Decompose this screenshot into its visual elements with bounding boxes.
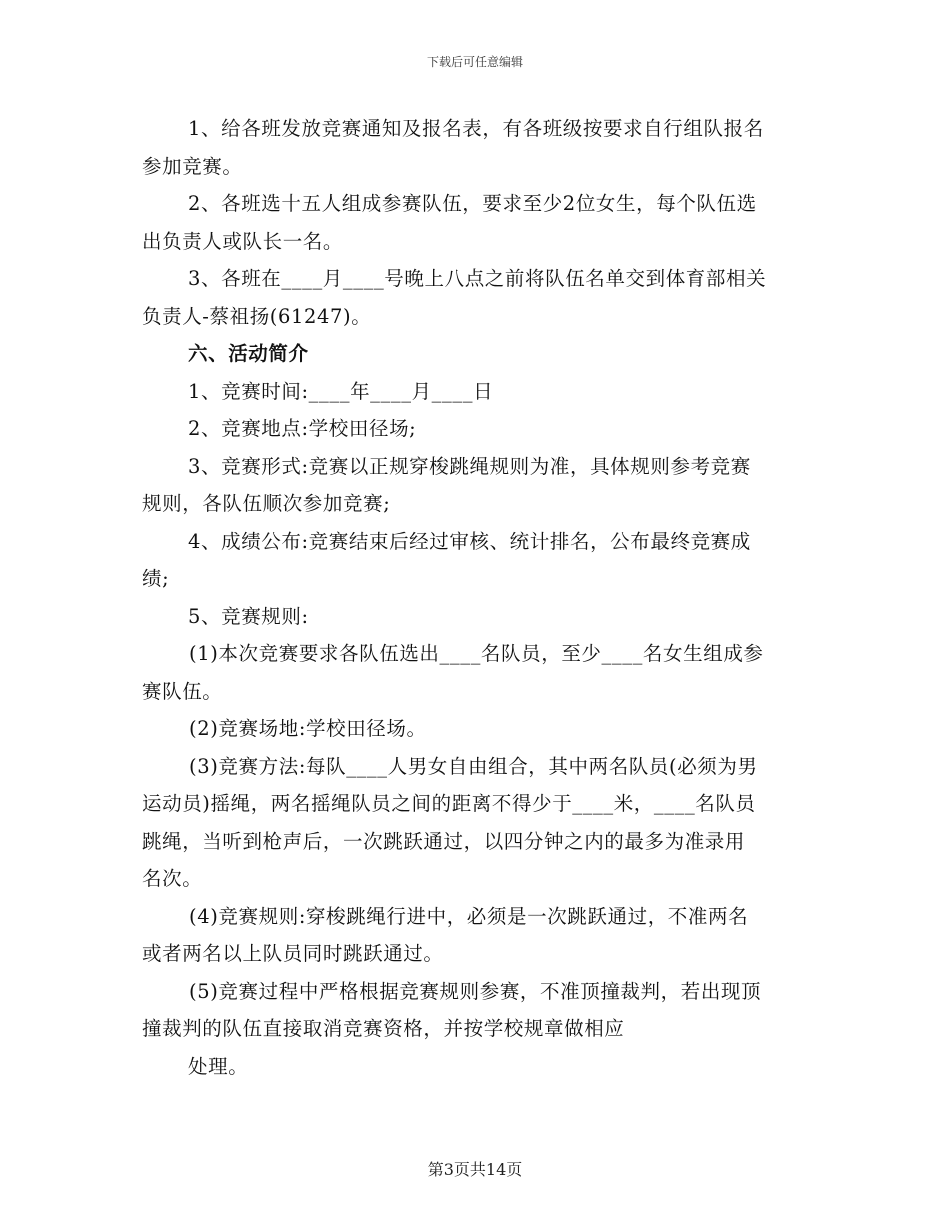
paragraph-line: 4、成绩公布:竞赛结束后经过审核、统计排名，公布最终竞赛成 bbox=[188, 529, 751, 553]
paragraph-line: 3、竞赛形式:竞赛以正规穿梭跳绳规则为准，具体规则参考竞赛 bbox=[188, 454, 751, 478]
paragraph-line: 规则，各队伍顺次参加竞赛; bbox=[142, 492, 391, 515]
page-header: 下载后可任意编辑 bbox=[426, 55, 523, 69]
paragraph-line: 1、竞赛时间:____年____月____日 bbox=[188, 379, 494, 403]
paragraph-line: 跳绳，当听到枪声后，一次跳跃通过，以四分钟之内的最多为准录用 bbox=[142, 829, 746, 853]
paragraph-line: 2、各班选十五人组成参赛队伍，要求至少2位女生，每个队伍选 bbox=[188, 192, 757, 215]
paragraph-line: 5、竞赛规则: bbox=[188, 604, 309, 628]
paragraph-line: 或者两名以上队员同时跳跃通过。 bbox=[142, 942, 444, 965]
paragraph-line: 1、给各班发放竞赛通知及报名表，有各班级按要求自行组队报名 bbox=[188, 117, 764, 140]
paragraph-line: (2)竞赛场地:学校田径场。 bbox=[189, 717, 427, 740]
paragraph-line: (4)竞赛规则:穿梭跳绳行进中，必须是一次跳跃通过，不准两名 bbox=[189, 904, 749, 928]
document-body bbox=[142, 110, 812, 1085]
paragraph-line: 绩; bbox=[142, 567, 170, 590]
paragraph-line: 运动员)摇绳，两名摇绳队员之间的距离不得少于____米，____名队员 bbox=[142, 792, 756, 815]
paragraph-line: (3)竞赛方法:每队____人男女自由组合，其中两名队员(必须为男 bbox=[189, 754, 758, 778]
paragraph-line: 参加竞赛。 bbox=[142, 154, 243, 178]
paragraph-line: 赛队伍。 bbox=[142, 679, 223, 703]
paragraph-line: (1)本次竞赛要求各队伍选出____名队员，至少____名女生组成参 bbox=[189, 642, 764, 665]
paragraph-line: 撞裁判的队伍直接取消竞赛资格，并按学校规章做相应 bbox=[142, 1017, 625, 1040]
page-footer: 第3页共14页 bbox=[427, 1160, 523, 1179]
paragraph-line: 3、各班在____月____号晚上八点之前将队伍名单交到体育部相关 bbox=[188, 267, 767, 290]
paragraph-line: 负责人-蔡祖扬(61247)。 bbox=[142, 304, 372, 328]
paragraph-line: 处理。 bbox=[188, 1054, 249, 1078]
paragraph-line: (5)竞赛过程中严格根据竞赛规则参赛，不准顶撞裁判，若出现顶 bbox=[189, 979, 762, 1003]
paragraph-line: 出负责人或队长一名。 bbox=[142, 229, 344, 253]
section-heading: 六、活动简介 bbox=[188, 342, 309, 365]
paragraph-line: 名次。 bbox=[142, 867, 203, 890]
paragraph-line: 2、竞赛地点:学校田径场; bbox=[188, 417, 417, 440]
